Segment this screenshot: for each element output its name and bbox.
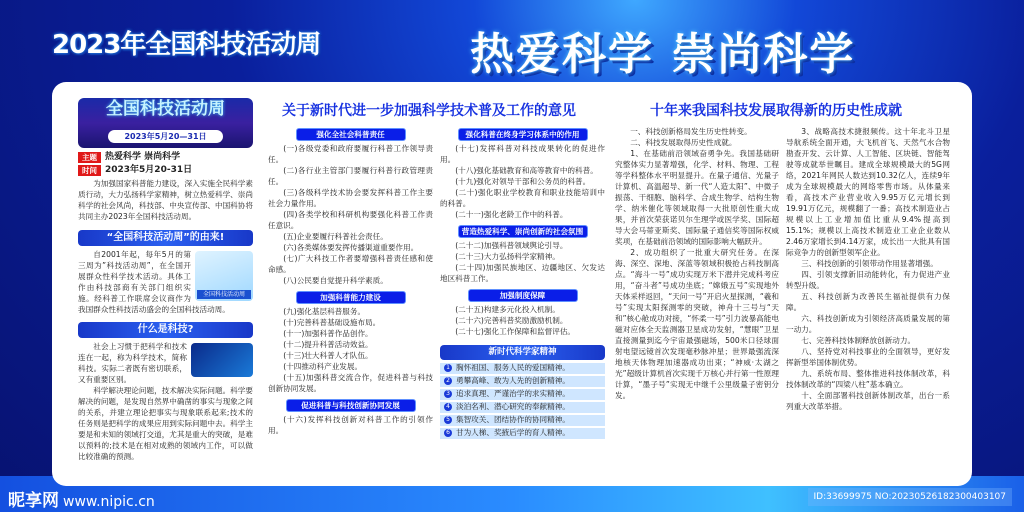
opinion-item: (九)强化基层科普服务。 (283, 307, 366, 316)
origin-section (78, 249, 253, 315)
opinion-section (440, 225, 605, 284)
opinion-title: 关于新时代进一步加强科学技术普及工作的意见 (282, 103, 576, 119)
decade-paragraph: 六、科技创新成为引领经济高质量发展的第一动力。 (786, 314, 950, 334)
decade-text (615, 126, 950, 412)
spirit-item (440, 389, 605, 400)
opinion-item: (十八)强化基础教育和高等教育中的科普。 (455, 166, 598, 175)
opinion-item: (二十四)加强民族地区、边疆地区、欠发达地区科普工作。 (440, 263, 605, 283)
opinion-item: (五)企业要履行科普社会责任。 (283, 232, 388, 241)
spirit-text: 勇攀高峰、敢为人先的创新精神。 (456, 376, 570, 385)
time-value: 2023年5月20-31日 (105, 165, 193, 175)
opinion-item: (十)完善科普基础设施布局。 (283, 318, 381, 327)
theme-value: 热爱科学 崇尚科学 (105, 152, 181, 162)
decade-paragraph: 2、成功组织了一批重大研究任务。在深海、深空、深地、深蓝等领域积极抢占科技制高点。“海斗一号”成功实现万米下潜并完成科考应用，“奋斗者”号成功坐底；“嫦娥五号”实现地外天体采样返回，“天问一号”开启火星探测，“羲和号”实现太阳探测零的突破，神舟十三号与“天和”核心舱成功对接，“怀柔一号”引力波暴高能电磁对应体全天监测器卫星成功发射，“慧眼”卫星直接测量到迄今宇宙最强磁场，500米口径球面射电望远镜首次发现毫秒脉冲星；世界最强流深地核天体物理加速器成功出束；“神威·太湖之光”超级计算机首次实现千万核心并行第一性原理计算，“墨子号”实现无中继千公里级量子密钥分发。 (615, 248, 779, 400)
opinion-item: (二十二)加强科普领域舆论引导。 (455, 241, 568, 250)
opinion-item: (七)广大科技工作者要增强科普责任感和使命感。 (268, 254, 433, 274)
number-badge-icon: 2 (444, 377, 452, 385)
section-heading: 营造热爱科学、崇尚创新的社会氛围 (458, 225, 588, 238)
decade-title: 十年来我国科技发展取得新的历史性成就 (650, 103, 902, 119)
spirit-item (440, 363, 605, 374)
opinion-section (268, 128, 433, 286)
opinion-column-2 (440, 128, 605, 441)
opinion-item: (十一)加强科普作品创作。 (283, 329, 373, 338)
opinion-item: (二十三)大力弘扬科学家精神。 (455, 252, 560, 261)
opinion-item: (十九)强化对领导干部和公务员的科普。 (455, 177, 591, 186)
spirit-text: 胸怀祖国、服务人民的爱国精神。 (456, 363, 570, 372)
banner-title: 全国科技活动周 (106, 99, 225, 119)
section-heading: 加强科普能力建设 (296, 291, 406, 304)
spirit-text: 追求真理、严谨治学的求实精神。 (456, 389, 570, 398)
opinion-item: (二十)强化职业学校教育和职业技能培训中的科普。 (440, 188, 605, 208)
decade-paragraph: 十、全面部署科技创新体制改革，出台一系列重大改革举措。 (786, 391, 950, 411)
opinion-item: (三)各级科学技术协会要发挥科普工作主要社会力量作用。 (268, 188, 433, 208)
opinion-item: (二十六)完善科普奖励激励机制。 (455, 316, 568, 325)
spirit-heading: 新时代科学家精神 (440, 345, 605, 360)
opinion-item: (八)公民要自觉提升科学素质。 (283, 276, 388, 285)
time-label: 时间 (78, 165, 101, 176)
what-text-2: 科学解决理论问题，技术解决实际问题。科学要解决的问题，是发现自然界中确凿的事实与现象之间的关系，并建立理论把事实与现象联系起来;技术的任务则是把科学的成果应用到实际问题中去。科学主要是和未知的领域打交道，尤其是重大的突破，是难以预料的;技术是在相对成熟的领域内工作，可以做比较准确的预测。 (78, 386, 253, 461)
opinion-item: (二)各行业主管部门要履行科普行政管理责任。 (268, 166, 433, 186)
decade-paragraph: 二、科技发展取得历史性成就。 (630, 138, 737, 147)
banner-date: 2023年5月20—31日 (108, 130, 223, 143)
theme-label: 主题 (78, 152, 101, 163)
spirit-item (440, 376, 605, 387)
section-heading: 加强制度保障 (468, 289, 578, 302)
section-heading: 强化科普在终身学习体系中的作用 (458, 128, 588, 141)
opinion-item: (六)各类媒体要发挥传播渠道重要作用。 (283, 243, 419, 252)
what-text-1: 社会上习惯于把科学和技术连在一起，称为科学技术，简称科技。实际二者既有密切联系，又有重要区别。 (78, 342, 187, 384)
opinion-item: (十二)提升科普活动效益。 (283, 340, 373, 349)
tech-illustration (191, 343, 253, 377)
intro-column (78, 98, 253, 462)
decade-paragraph: 1、在基础前沿领域奋勇争先。我国基础研究整体实力显著增强，化学、材料、物理、工程等学科整体水平明显提升。在量子通信、光量子计算机、高温超导、新一代“人造太阳”、中微子振荡、干细胞、脑科学、合成生物学、结构生物学、纳米催化等领域取得一大批原创性重大成果，并首次荣获诺贝尔生理学或医学奖、国际超导大会马蒂亚斯奖、国际量子通信奖等国际权威奖项，在基础前沿领域的国际影响大幅跃升。 (615, 149, 779, 246)
watermark-url: www.nipic.cn (63, 494, 155, 510)
section-heading: 强化全社会科普责任 (296, 128, 406, 141)
opinion-item: (四)各类学校和科研机构要强化科普工作责任意识。 (268, 210, 433, 230)
origin-text: 自2001年起，每年5月的第三周为”科技活动周”，在全国开展群众性科学技术活动。具体工作由科技部商有关部门组织实施。经科普工作联席会议商作为我国群众性科技活动盛会的全国科技活动周。 (78, 250, 230, 314)
time-row (78, 165, 253, 176)
opinion-section (268, 291, 433, 394)
section-heading: 促进科普与科技创新协同发展 (286, 399, 416, 412)
spirit-item (440, 402, 605, 413)
origin-illustration (195, 251, 253, 301)
watermark-logo (8, 486, 155, 511)
spirit-text: 集智攻关、团结协作的协同精神。 (456, 415, 570, 424)
what-heading: 什么是科技? (78, 322, 253, 338)
opinion-item: (二十五)构建多元化投入机制。 (455, 305, 560, 314)
event-title: 2023年全国科技活动周 (52, 30, 321, 60)
spirit-text: 甘为人梯、奖掖后学的育人精神。 (456, 428, 570, 437)
spirit-list (440, 363, 605, 439)
event-banner (78, 98, 253, 148)
decade-paragraph: 四、引领支撑新旧动能转化，有力促进产业转型升级。 (786, 270, 950, 290)
origin-heading: “全国科技活动周”的由来! (78, 230, 253, 246)
what-section (78, 341, 253, 462)
number-badge-icon: 6 (444, 429, 452, 437)
spirit-text: 淡泊名利、潜心研究的奉献精神。 (456, 402, 570, 411)
theme-row (78, 152, 253, 163)
opinion-section (440, 289, 605, 337)
spirit-item (440, 428, 605, 439)
opinion-item: (二十一)强化老龄工作中的科普。 (455, 210, 568, 219)
watermark-text: 昵享网 (8, 491, 59, 511)
number-badge-icon: 1 (444, 364, 452, 372)
number-badge-icon: 3 (444, 390, 452, 398)
opinion-item: (十五)加强科普交流合作，促进科普与科技创新协同发展。 (268, 373, 433, 393)
decade-paragraph: 五、科技创新为改善民生福祉提供有力保障。 (786, 292, 950, 312)
image-id: ID:33699975 NO:20230526182300403107 (808, 488, 1013, 506)
spirit-item (440, 415, 605, 426)
opinion-column-1 (268, 128, 433, 436)
slogan: 热爱科学 崇尚科学 (470, 29, 856, 80)
opinion-item: (十三)壮大科普人才队伍。 (283, 351, 373, 360)
opinion-section (268, 399, 433, 436)
intro-text: 为加强国家科普能力建设，深入实施全民科学素质行动，大力弘扬科学家精神，树立热爱科学、崇尚科学的社会风尚，科技部、中央宣传部、中国科协将共同主办2023年全国科技活动周。 (78, 179, 253, 221)
opinion-item: (一)各级党委和政府要履行科普工作领导责任。 (268, 144, 433, 164)
illustration-caption: 全国科技活动周 (197, 290, 251, 299)
decade-paragraph: 七、完善科技体制释放创新动力。 (801, 336, 916, 345)
decade-paragraph: 3、战略高技术捷报频传。这十年北斗卫星导航系统全面开通，大飞机首飞、天然气水合物勘查开发、云计算、人工智能、区块链、智能驾驶等成就举世瞩目。建成全球规模最大的5G网络，2021年网民人数达到10.32亿人，连续9年成为全球规模最大的网络零售市场。从体量来看，高技术产业营业收入9.95万亿元增长到19.91万亿元，规模翻了一番；高技术制造业占规模以上工业增加值比重从9.4%提高到15.1%；规模以上高技术制造业工业企业数从2.46万家增长到4.14万家，成长出一大批具有国际竞争力的创新型领军企业。 (786, 127, 950, 257)
decade-paragraph: 一、科技创新格局发生历史性转变。 (630, 127, 752, 136)
opinion-item: (二十七)强化工作保障和监督评估。 (455, 327, 576, 336)
opinion-section (440, 128, 605, 220)
number-badge-icon: 5 (444, 416, 452, 424)
decade-paragraph: 九、系统布局、整体推进科技体制改革，科技体制改革的“四梁八柱”基本确立。 (786, 369, 950, 389)
opinion-item: (十六)发挥科技创新对科普工作的引领作用。 (268, 415, 433, 435)
opinion-item: (十七)发挥科普对科技成果转化的促进作用。 (440, 144, 605, 164)
number-badge-icon: 4 (444, 403, 452, 411)
decade-paragraph: 三、科技创新的引领带动作用显著增强。 (801, 259, 938, 268)
opinion-item: (十四推动科产业发展。 (283, 362, 363, 371)
decade-paragraph: 八、坚持党对科技事业的全面领导，更好发挥新型举国体制优势。 (786, 347, 950, 367)
